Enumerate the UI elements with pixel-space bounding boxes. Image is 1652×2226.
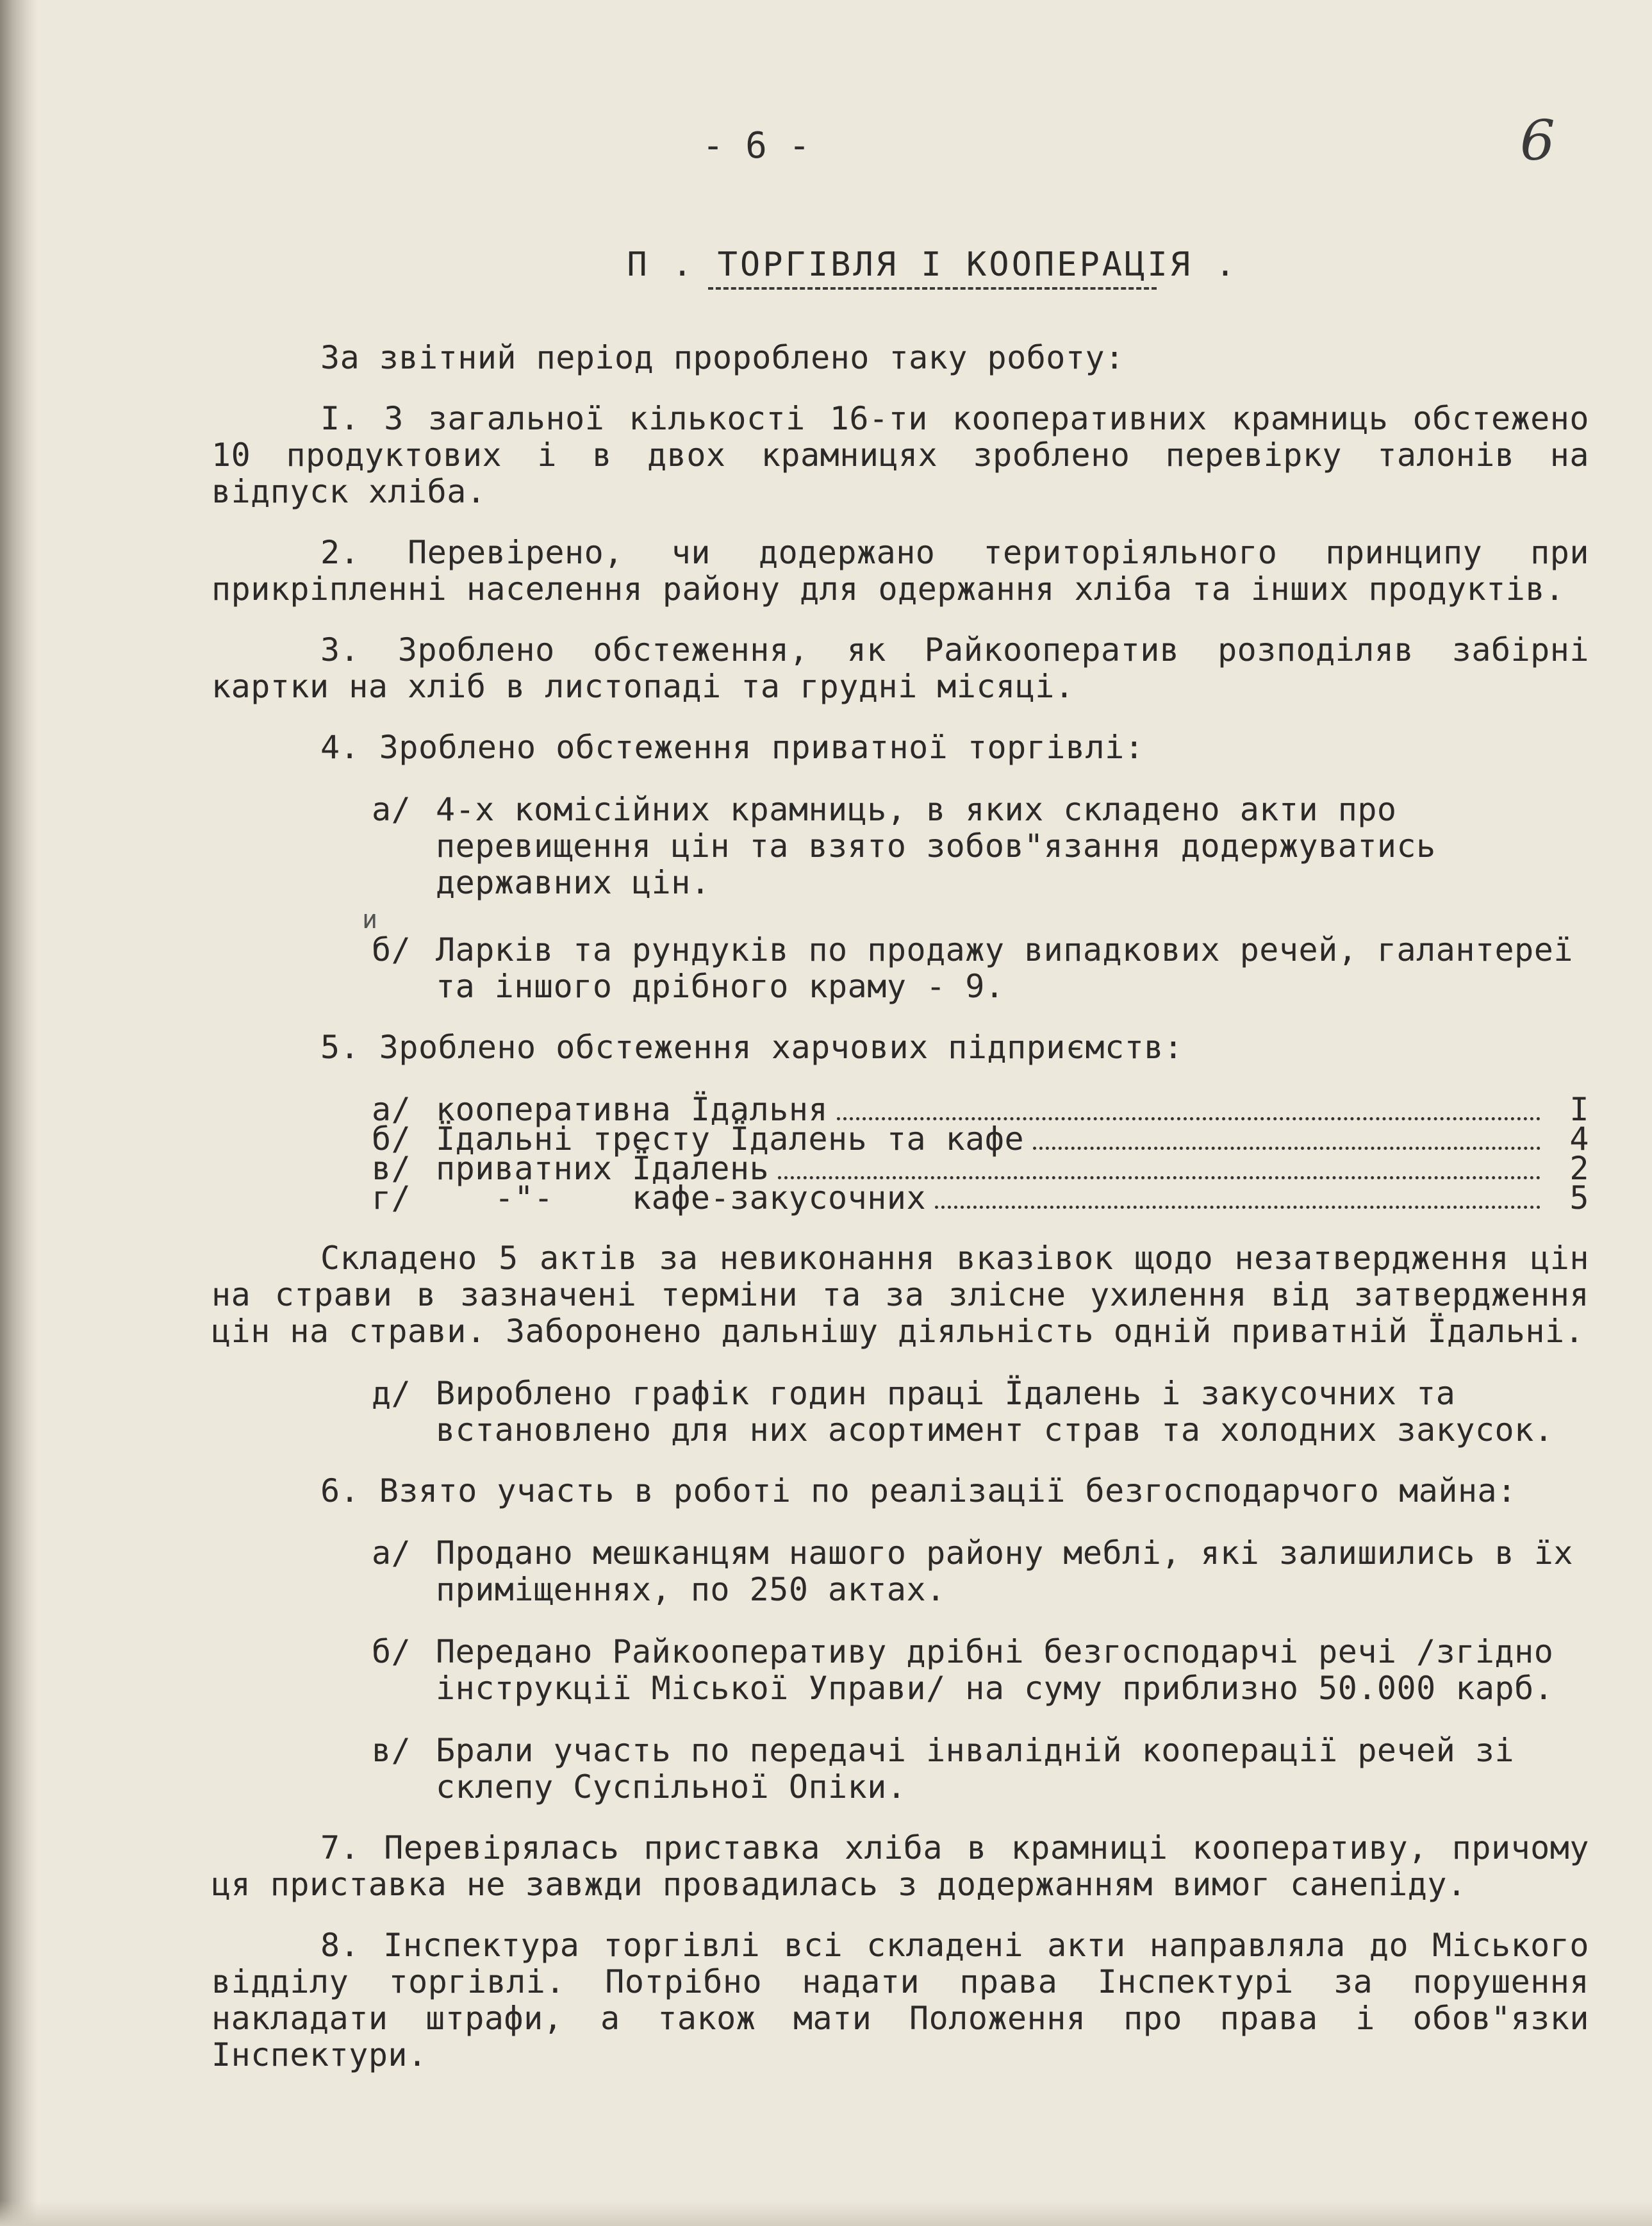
sub-label: в/ xyxy=(372,1732,411,1769)
item-7: 7. Перевірялась пристaвка хліба в крамниці кооперативу, причому ця пристaвка не завжди провадилась з додержанням вимог санепіду. xyxy=(211,1829,1589,1903)
margin-note: и xyxy=(362,905,378,934)
item-4-sub-a xyxy=(372,792,1589,901)
handwritten-page-number: 6 xyxy=(1520,109,1555,173)
list-text: кооперативна Їдальня xyxy=(436,1091,829,1128)
list-text: -"- кафе-закусочних xyxy=(436,1179,927,1217)
page-bottom-edge xyxy=(0,2200,1652,2226)
list-label: в/ xyxy=(372,1150,411,1187)
item-4: 4. Зроблено обстеження приватної торгівлі: xyxy=(320,729,1144,766)
sub-text: Передано Райкооперативу дрібні безгосподарчі речі /згідно інструкції Міської Управи/ на суму приблизно 50.000 карб. xyxy=(436,1633,1554,1707)
item-5-list xyxy=(372,1091,1589,1217)
leader-dots xyxy=(935,1206,1540,1209)
sub-label: д/ xyxy=(372,1375,411,1412)
sub-label: б/ xyxy=(372,1633,411,1670)
list-label: а/ xyxy=(372,1091,411,1128)
item-3: 3. Зроблено обстеження, як Райкооператив розподіляв забірні картки на хліб в листопаді та грудні місяці. xyxy=(211,631,1589,705)
sub-label: а/ xyxy=(372,1534,411,1572)
item-2: 2. Перевірено, чи додержано територіяльного принципу при прикріпленні населення району для одержання хліба та інших продуктів. xyxy=(211,534,1589,608)
sub-label: б/ xyxy=(372,931,411,968)
section-heading: П . ТОРГІВЛЯ І КООПЕРАЦІЯ . xyxy=(627,245,1238,284)
list-text: Їдальні тресту Їдалень та кафе xyxy=(436,1120,1025,1158)
sub-text: 4-х комісійних крамниць, в яких складено акти про перевищення цін та взято зобов"язання додержуватись державних цін. xyxy=(436,791,1436,901)
list-text: приватних Їдалень xyxy=(436,1150,770,1187)
sub-label: а/ xyxy=(372,791,411,828)
item-5-sub-d xyxy=(372,1375,1589,1449)
sub-text: Продано мешканцям нашого району меблі, які залишились в їх приміщеннях, по 250 актах. xyxy=(436,1534,1573,1608)
heading-underline xyxy=(708,287,1157,290)
sub-text: Вироблено графік годин праці Їдалень і закусочних та встановлено для них асортимент страв та холодних закусок. xyxy=(436,1375,1554,1449)
document-body xyxy=(211,247,1589,2073)
item-6-sub-b xyxy=(372,1634,1589,1707)
sub-text: Ларків та рундуків по продажу випадкових речей, галантереї та іншого дрібного краму - 9. xyxy=(436,931,1573,1005)
item-6-sub-a xyxy=(372,1535,1589,1608)
list-item xyxy=(372,1179,1589,1217)
item-1: І. З загальної кількості 16-ти кооперативних крамниць обстежено 10 продуктових і в двох крамницях зроблено перевірку талонів на відпуск хліба. xyxy=(211,400,1589,510)
leader-dots xyxy=(1033,1147,1540,1150)
item-4-sub-b xyxy=(372,932,1589,1005)
list-item xyxy=(372,1091,1589,1128)
list-count: 4 xyxy=(1569,1120,1589,1158)
item-6-sub-c xyxy=(372,1732,1589,1806)
typed-page-number: - 6 - xyxy=(702,125,811,167)
list-count: 5 xyxy=(1569,1179,1589,1217)
intro-paragraph: За звітний період пророблено таку роботу: xyxy=(320,339,1125,376)
item-6: 6. Взято участь в роботі по реалізації безгосподарчого майна: xyxy=(320,1472,1517,1509)
list-count: І xyxy=(1569,1091,1589,1128)
list-count: 2 xyxy=(1569,1150,1589,1187)
binding-shadow xyxy=(0,0,37,2226)
list-label: г/ xyxy=(372,1179,411,1217)
sub-text: Брали участь по передачі інвалідній кооперації речей зі склепу Суспільної Опіки. xyxy=(436,1732,1515,1806)
item-5-summary: Складено 5 актів за невиконання вказівок щодо незатвердження цін на страви в зазначені терміни та за злісне ухилення від затвердження цін на страви. Заборонено дальнішу діяльність одній приватній Їдальні. xyxy=(211,1240,1589,1350)
list-label: б/ xyxy=(372,1120,411,1158)
item-8: 8. Інспектура торгівлі всі складені акти направляла до Міського відділу торгівлі. Потрібно надати права Інспектурі за порушення накладати штрафи, а також мати Положення про права і обов"язки Інспектури. xyxy=(211,1927,1589,2073)
item-5: 5. Зроблено обстеження харчових підприємств: xyxy=(320,1029,1184,1066)
list-item xyxy=(372,1120,1589,1158)
